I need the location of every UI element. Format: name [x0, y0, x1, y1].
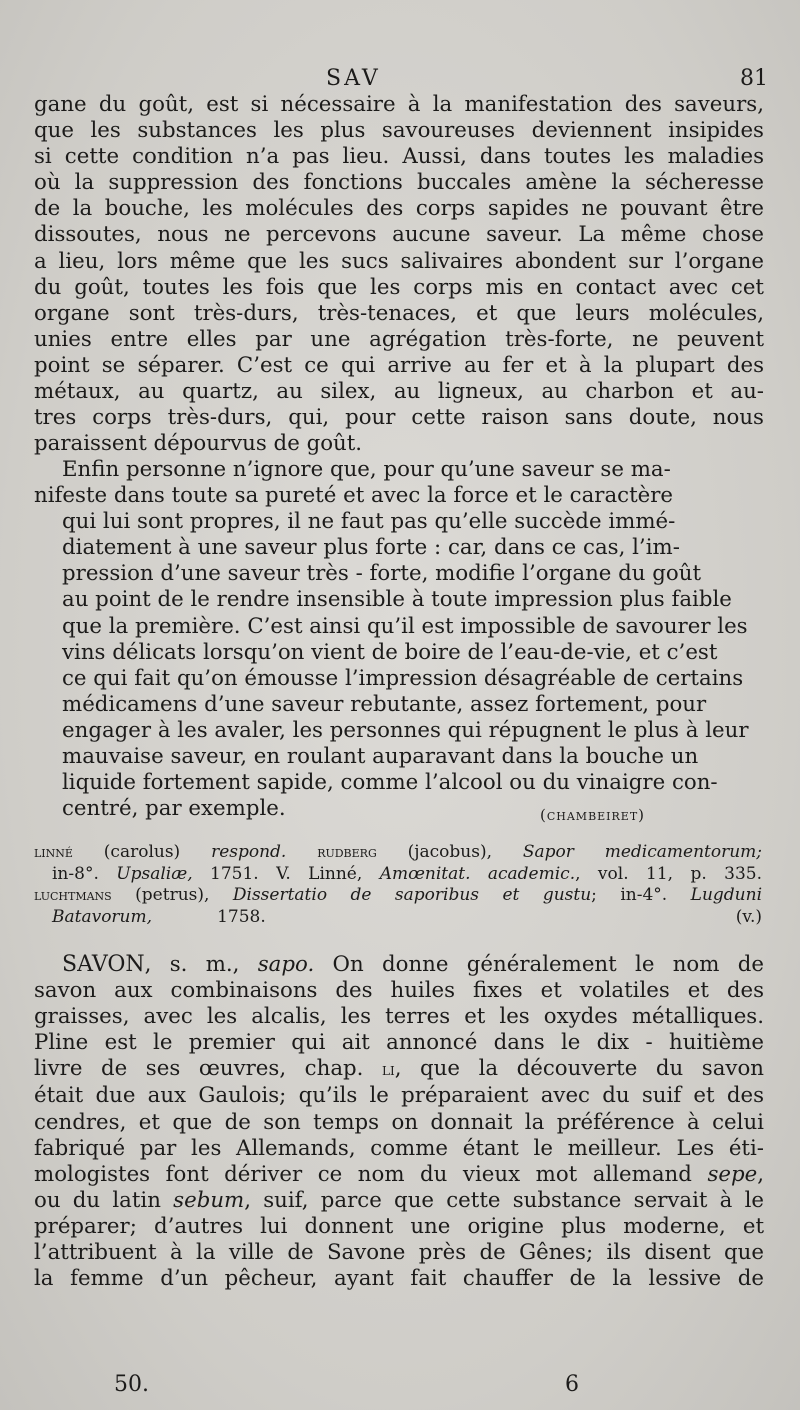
text-line	[34, 1188, 764, 1214]
text-run: , que la découverte du savon	[394, 1056, 764, 1082]
text-line: liquide fortement sapide, comme l’alcool ou du vinaigre con-	[62, 770, 718, 796]
text-run: livre de ses œuvres, chap.	[34, 1056, 382, 1082]
text-run: , suif, parce que cette substance servait à le	[244, 1187, 765, 1213]
text-line: si cette condition n’a pas lieu. Aussi, dans toutes les maladies	[34, 144, 764, 170]
bib-title: Dissertatio de saporibus et gustu	[232, 885, 592, 905]
bibliography-entry-cont	[34, 907, 762, 929]
bib-given-name: (petrus),	[135, 885, 210, 905]
bib-author: luchtmans	[34, 886, 112, 904]
text-line: au point de le rendre insensible à toute impression plus faible	[62, 587, 732, 613]
text-line: point se séparer. C’est ce qui arrive au fer et à la plupart des	[34, 352, 764, 378]
roman-numeral: li	[382, 1060, 395, 1081]
text-line: dissoutes, nous ne percevons aucune saveur. La même chose	[34, 222, 764, 248]
bib-respondent: rudberg	[317, 843, 377, 861]
text-line: cendres, et que de son temps on donnait la préférence à celui	[34, 1109, 764, 1135]
bib-format: in-8°.	[52, 863, 99, 884]
text-line: engager à les avaler, les personnes qui répugnent le plus à leur	[62, 717, 749, 743]
bib-given-name: (carolus)	[103, 842, 181, 862]
text-run: mologistes font dériver ce nom du vieux mot allemand	[34, 1161, 708, 1187]
italic-term: sepe	[707, 1161, 758, 1187]
text-line: où la suppression des fonctions buccales amène la sécheresse	[34, 170, 764, 196]
text-line: Enfin personne n’ignore que, pour qu’une saveur se ma-	[62, 457, 671, 482]
text-line: savon aux combinaisons des huiles fixes et volatiles et des	[34, 978, 764, 1004]
text-line: gane du goût, est si nécessaire à la manifestation des saveurs,	[34, 92, 764, 117]
bib-format: ; in-4°.	[591, 885, 668, 905]
text-line: médicamens d’une saveur rebutante, assez fortement, pour	[62, 691, 707, 717]
text-line: mauvaise saveur, en roulant auparavant dans la bouche un	[62, 744, 699, 770]
bib-year: 1758.	[217, 906, 266, 927]
headword: SAVON	[62, 952, 145, 977]
text-line	[34, 952, 764, 978]
bib-respondent-given: (jacobus),	[407, 842, 492, 862]
text-line: pression d’une saveur très - forte, modifie l’organe du goût	[62, 561, 702, 587]
sheet-number: 50.	[114, 1372, 149, 1397]
text-line: tres corps très-durs, qui, pour cette raison sans doute, nous	[34, 405, 764, 431]
text-line: Pline est le premier qui ait annoncé dans le dix - huitième	[34, 1030, 764, 1056]
text-line: diatement à une saveur plus forte : car, dans ce cas, l’im-	[62, 535, 680, 561]
bibliography-entry	[34, 842, 762, 864]
text-line: préparer; d’autres lui donnent une origine plus moderne, et	[34, 1213, 764, 1239]
text-run: ou du latin	[34, 1187, 174, 1213]
text-line: ce qui fait qu’on émousse l’impression désagréable de certains	[62, 665, 744, 691]
bib-role: respond.	[211, 842, 287, 862]
text-run: ,	[757, 1161, 764, 1187]
text-line: fabriqué par les Allemands, comme étant le meilleur. Les éti-	[34, 1135, 764, 1161]
latin-term: sapo.	[257, 952, 315, 977]
text-line: vins délicats lorsqu’on vient de boire de l’eau-de-vie, et c’est	[62, 639, 718, 665]
text-line: que les substances les plus savoureuses deviennent insipides	[34, 118, 764, 144]
author-signature: (chambeiret)	[540, 806, 646, 824]
text-line: métaux, au quartz, au silex, au ligneux, au charbon et au-	[34, 379, 764, 405]
savon-entry	[34, 952, 764, 1292]
text-line: l’attribuent à la ville de Savone près de Gênes; ils disent que	[34, 1240, 764, 1266]
text-line: centré, par exemple.	[62, 796, 286, 822]
enfin-paragraph	[34, 457, 764, 822]
bib-volume: , vol. 11, p. 335.	[575, 863, 762, 884]
text-line	[34, 1056, 764, 1083]
bibliography-entry-cont	[34, 864, 762, 886]
text-line: du goût, toutes les fois que les corps mis en contact avec cet	[34, 274, 764, 300]
italic-term: sebum	[173, 1187, 245, 1213]
bib-collection: Amœnitat. academic.	[379, 863, 576, 884]
bib-place: Batavorum,	[52, 906, 153, 927]
text-line: graisses, avec les alcalis, les terres et les oxydes métalliques.	[34, 1004, 764, 1030]
signature-mark: 6	[565, 1372, 579, 1397]
text-line	[34, 1162, 764, 1188]
bibliography-entry	[34, 885, 762, 907]
grammatical-label: , s. m.,	[144, 952, 240, 977]
text-line: la femme d’un pêcheur, ayant fait chauffer de la lessive de	[34, 1266, 764, 1292]
text-line: qui lui sont propres, il ne faut pas qu’elle succède immé-	[62, 509, 676, 535]
text-run: On donne généralement le nom de	[314, 952, 764, 977]
bibliography	[34, 842, 762, 928]
text-line: que la première. C’est ainsi qu’il est impossible de savourer les	[62, 613, 748, 639]
bib-place: Lugduni	[690, 885, 763, 905]
running-head: SAV	[326, 66, 381, 91]
text-line: unies entre elles par une agrégation très-forte, ne peuvent	[34, 326, 764, 352]
text-line: paraissent dépourvus de goût.	[34, 431, 363, 457]
text-line: a lieu, lors même que les sucs salivaires abondent sur l’organe	[34, 248, 764, 274]
page-number: 81	[740, 66, 768, 91]
bib-year: 1751. V. Linné,	[210, 863, 363, 884]
entry-continuation-paragraph	[34, 92, 764, 457]
bib-place: Upsaliæ,	[116, 863, 193, 884]
bib-signature: (v.)	[735, 906, 763, 927]
text-line: de la bouche, les molécules des corps sapides ne pouvant être	[34, 196, 764, 222]
text-line: nifeste dans toute sa pureté et avec la force et le caractère	[34, 483, 674, 509]
text-line: était due aux Gaulois; qu’ils le préparaient avec du suif et des	[34, 1083, 764, 1109]
bib-author: linné	[34, 843, 73, 861]
bib-title: Sapor medicamentorum;	[522, 842, 763, 862]
text-line: organe sont très-durs, très-tenaces, et que leurs molécules,	[34, 300, 764, 326]
